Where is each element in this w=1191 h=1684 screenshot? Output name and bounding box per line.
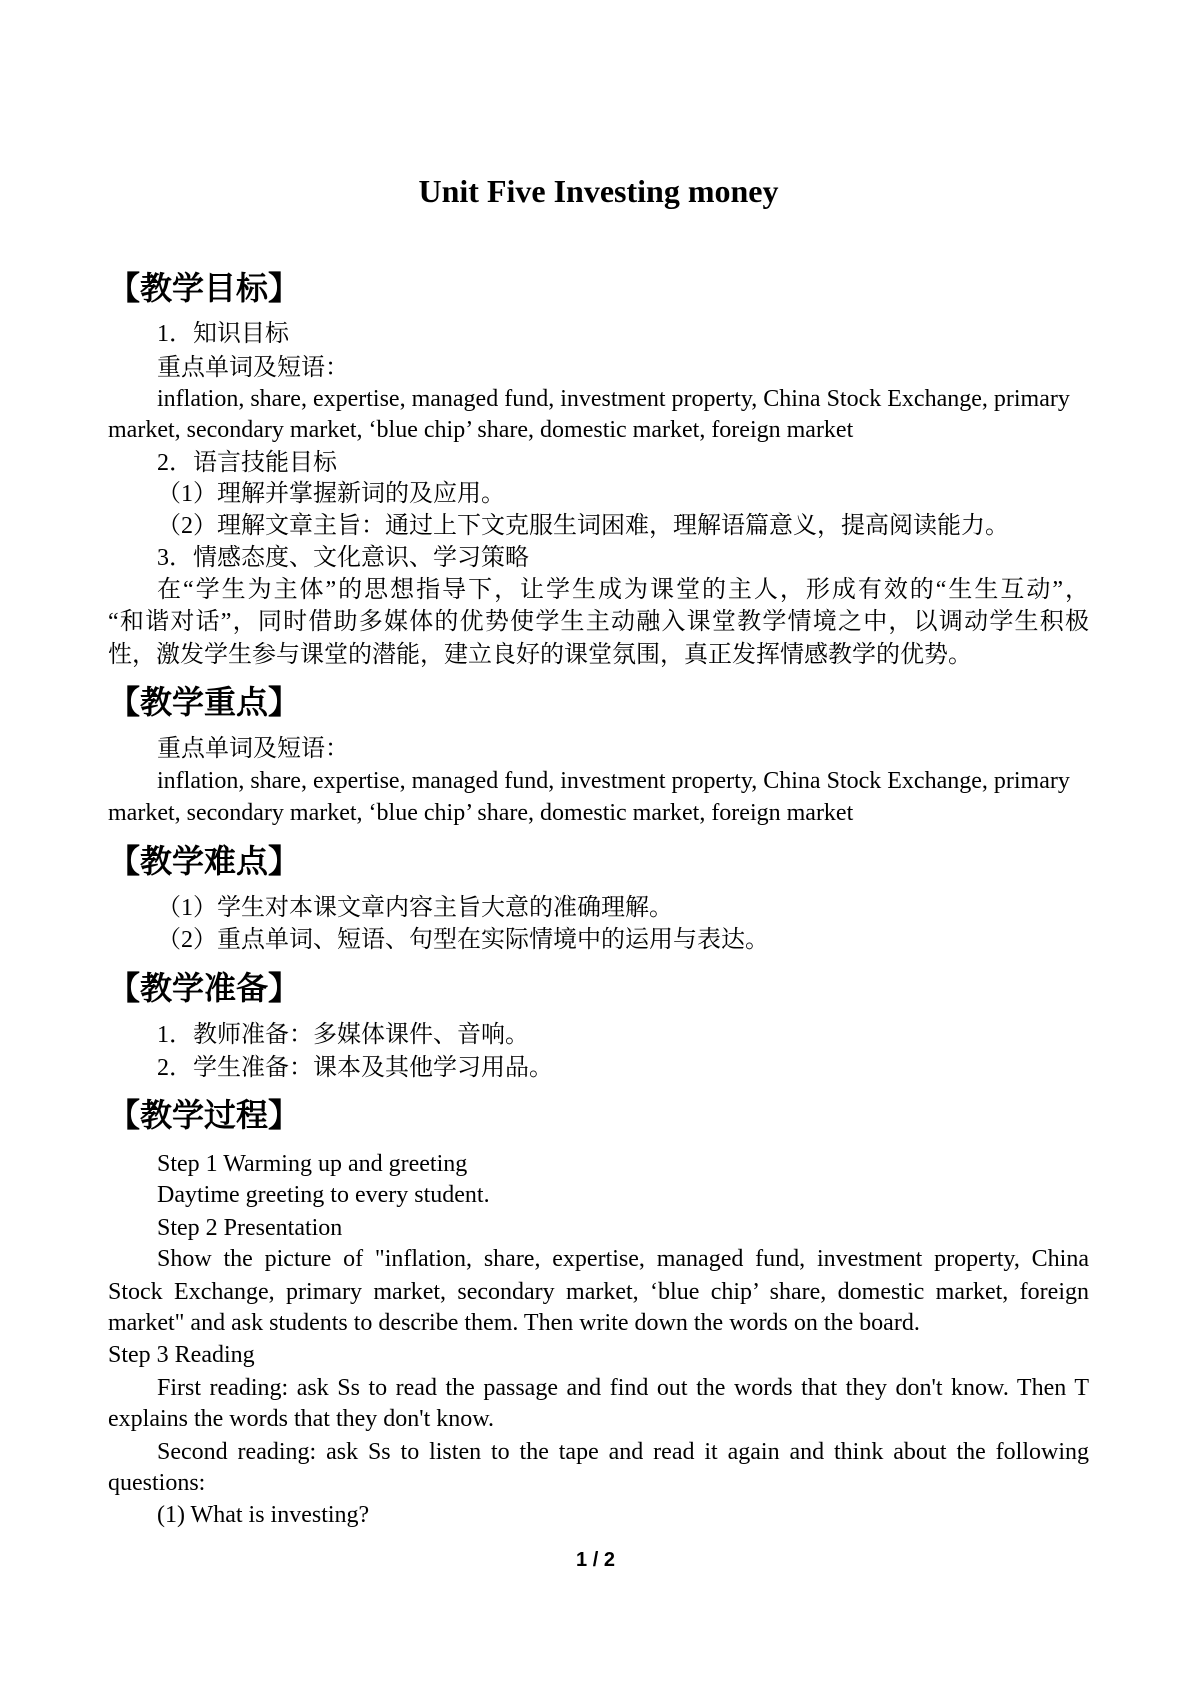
process-line: Second reading: ask Ss to listen to the tape and read it again and think about the following (157, 1439, 1089, 1465)
knowledge-goal-label: 1．知识目标 (157, 321, 289, 347)
section-heading-objectives: 【教学目标】 (108, 270, 301, 306)
process-line: Show the picture of "inflation, share, expertise, managed fund, investment property, China (157, 1246, 1089, 1272)
section-heading-difficulties: 【教学难点】 (108, 843, 301, 879)
attitude-paragraph-line: 在“学生为主体”的思想指导下，让学生成为课堂的主人，形成有效的“生生互动”， (157, 577, 1089, 603)
process-step-heading: Step 1 Warming up and greeting (157, 1151, 468, 1177)
process-step-heading: Step 2 Presentation (157, 1215, 343, 1241)
section-heading-process: 【教学过程】 (108, 1097, 301, 1133)
process-line: market" and ask students to describe them. Then write down the words on the board. (108, 1310, 920, 1336)
attitude-paragraph-line: 性，激发学生参与课堂的潜能，建立良好的课堂氛围，真正发挥情感教学的优势。 (108, 642, 972, 668)
vocab-line: market, secondary market, ‘blue chip’ share, domestic market, foreign market (108, 417, 854, 443)
attitude-goal-label: 3．情感态度、文化意识、学习策略 (157, 545, 529, 571)
vocab-line: inflation, share, expertise, managed fund, investment property, China Stock Exchange, primary (157, 386, 1070, 412)
process-question: (1) What is investing? (157, 1502, 370, 1528)
page-number: 1 / 2 (576, 1549, 615, 1571)
preparation-item: 2．学生准备：课本及其他学习用品。 (157, 1055, 553, 1081)
process-step-heading: Step 3 Reading (108, 1342, 255, 1368)
process-line: explains the words that they don't know. (108, 1406, 495, 1432)
vocab-line: market, secondary market, ‘blue chip’ share, domestic market, foreign market (108, 800, 854, 826)
section-heading-preparation: 【教学准备】 (108, 970, 301, 1006)
vocab-label: 重点单词及短语： (157, 355, 349, 381)
process-line: questions: (108, 1470, 206, 1496)
attitude-paragraph-line: “和谐对话”，同时借助多媒体的优势使学生主动融入课堂教学情境之中，以调动学生积极 (108, 609, 1089, 635)
section-heading-key-points: 【教学重点】 (108, 684, 301, 720)
process-line: Daytime greeting to every student. (157, 1182, 490, 1208)
vocab-label: 重点单词及短语： (157, 736, 349, 762)
difficulty-item: （2）重点单词、短语、句型在实际情境中的运用与表达。 (157, 927, 769, 953)
preparation-item: 1．教师准备：多媒体课件、音响。 (157, 1022, 529, 1048)
vocab-line: inflation, share, expertise, managed fund, investment property, China Stock Exchange, primary (157, 768, 1070, 794)
skills-item: （1）理解并掌握新词的及应用。 (157, 481, 505, 507)
document-title: Unit Five Investing money (418, 173, 779, 209)
difficulty-item: （1）学生对本课文章内容主旨大意的准确理解。 (157, 895, 673, 921)
process-line: First reading: ask Ss to read the passage and find out the words that they don't know. Then T (157, 1375, 1089, 1401)
skills-item: （2）理解文章主旨：通过上下文克服生词困难，理解语篇意义，提高阅读能力。 (157, 513, 1009, 539)
skills-goal-label: 2．语言技能目标 (157, 450, 337, 476)
process-line: Stock Exchange, primary market, secondary market, ‘blue chip’ share, domestic market, foreign (108, 1279, 1089, 1305)
